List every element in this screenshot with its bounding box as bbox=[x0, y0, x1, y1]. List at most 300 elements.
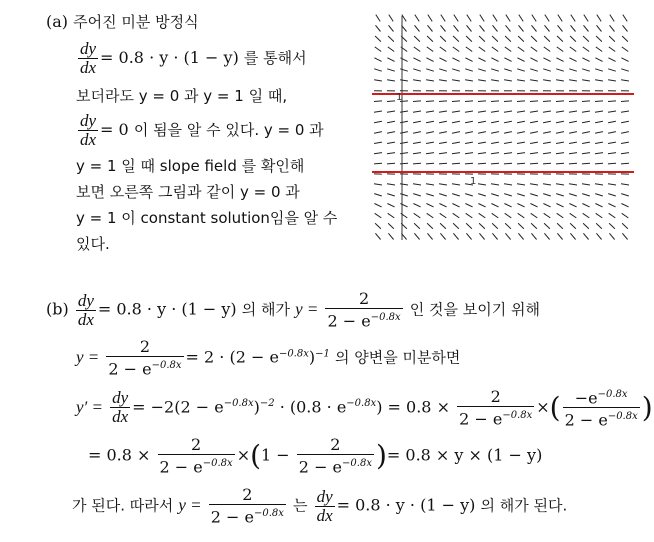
slope-segment bbox=[374, 163, 382, 164]
slope-segment bbox=[452, 111, 460, 112]
slope-segment bbox=[400, 153, 408, 154]
slope-segment bbox=[388, 36, 394, 42]
slope-segment bbox=[543, 121, 551, 122]
slope-segment bbox=[570, 213, 577, 218]
part-a-line5: y = 1 일 때 slope field 를 확인해 bbox=[76, 157, 305, 175]
slope-segment bbox=[440, 36, 446, 42]
slope-segment bbox=[621, 58, 628, 62]
slope-segment bbox=[426, 142, 434, 143]
slope-segment bbox=[414, 36, 420, 42]
slope-segment bbox=[608, 184, 616, 185]
part-a-line4: $\frac{dy}{dx}$ = 0 이 됨을 알 수 있다. y = 0 과 bbox=[80, 111, 324, 149]
slope-segment bbox=[543, 153, 551, 154]
slope-segment bbox=[543, 194, 551, 196]
slope-segment bbox=[439, 194, 447, 196]
slope-segment bbox=[374, 204, 381, 207]
slope-segment bbox=[453, 223, 459, 228]
slope-segment bbox=[492, 223, 498, 228]
slope-segment bbox=[557, 233, 562, 239]
slope-segment bbox=[452, 58, 459, 62]
slope-segment bbox=[543, 163, 551, 164]
slope-segment bbox=[492, 36, 498, 42]
slope-segment bbox=[582, 69, 590, 71]
slope-segment bbox=[400, 204, 407, 207]
slope-segment bbox=[467, 15, 471, 22]
slope-segment bbox=[530, 204, 537, 207]
slope-segment bbox=[556, 194, 564, 196]
slope-segment bbox=[414, 233, 419, 239]
slope-segment bbox=[427, 47, 433, 52]
slope-segment bbox=[439, 111, 447, 112]
slope-segment bbox=[504, 58, 511, 62]
slope-segment bbox=[609, 36, 615, 42]
slope-segment bbox=[545, 25, 550, 31]
slope-segment bbox=[439, 204, 446, 207]
slope-segment bbox=[517, 69, 525, 71]
slope-segment bbox=[439, 153, 447, 154]
slope-segment bbox=[374, 153, 382, 154]
slope-segment bbox=[621, 142, 629, 143]
slope-segment bbox=[621, 111, 629, 112]
slope-segment bbox=[517, 153, 525, 154]
slope-segment bbox=[479, 213, 486, 218]
slope-segment bbox=[452, 153, 460, 154]
slope-segment bbox=[400, 184, 408, 185]
slope-segment bbox=[582, 101, 590, 102]
slope-segment bbox=[556, 111, 564, 112]
slope-segment bbox=[543, 142, 551, 143]
slope-segment bbox=[452, 142, 460, 143]
slope-segment bbox=[569, 111, 577, 112]
slope-segment bbox=[506, 15, 510, 22]
slope-segment bbox=[478, 184, 486, 185]
slope-segment bbox=[491, 184, 499, 185]
slope-segment bbox=[480, 15, 484, 22]
slope-segment bbox=[427, 213, 434, 218]
slope-segment bbox=[504, 153, 512, 154]
slope-segment bbox=[582, 153, 590, 154]
slope-segment bbox=[569, 204, 576, 207]
slope-segment bbox=[543, 204, 550, 207]
dy-dx-fraction-2: $\frac{dy}{dx}$ bbox=[80, 111, 97, 149]
slope-segment bbox=[374, 194, 382, 196]
slope-segment bbox=[517, 194, 525, 196]
slope-segment bbox=[465, 101, 473, 102]
slope-segment bbox=[569, 194, 577, 196]
slope-segment bbox=[583, 47, 589, 52]
slope-segment bbox=[387, 58, 394, 62]
slope-segment bbox=[375, 213, 382, 218]
slope-segment bbox=[531, 213, 538, 218]
slope-segment bbox=[428, 25, 433, 31]
slope-segment bbox=[491, 80, 499, 81]
slope-segment bbox=[389, 25, 394, 31]
slope-segment bbox=[530, 194, 538, 196]
slope-segment bbox=[517, 80, 525, 81]
slope-segment bbox=[388, 213, 395, 218]
slope-segment bbox=[387, 142, 395, 143]
slope-segment bbox=[413, 111, 421, 112]
slope-segment bbox=[609, 223, 615, 228]
slope-segment bbox=[504, 194, 512, 196]
slope-segment bbox=[414, 223, 420, 228]
slope-segment bbox=[610, 25, 615, 31]
slope-segment bbox=[596, 233, 601, 239]
slope-segment bbox=[608, 121, 616, 122]
slope-segment bbox=[556, 204, 563, 207]
slope-segment bbox=[621, 80, 629, 81]
slope-segment bbox=[478, 58, 485, 62]
slope-segment bbox=[478, 121, 486, 122]
slope-segment bbox=[556, 121, 564, 122]
slope-segment bbox=[544, 233, 549, 239]
slope-segment bbox=[413, 58, 420, 62]
slope-segment bbox=[467, 25, 472, 31]
slope-segment bbox=[465, 142, 473, 143]
slope-segment bbox=[608, 101, 616, 102]
slope-segment bbox=[426, 69, 434, 71]
slope-segment bbox=[504, 69, 512, 71]
slope-segment bbox=[478, 194, 486, 196]
equation-tail: 를 통해서 bbox=[243, 49, 307, 67]
slope-segment bbox=[597, 25, 602, 31]
slope-segment bbox=[493, 25, 498, 31]
slope-segment bbox=[491, 163, 499, 164]
slope-segment bbox=[413, 69, 421, 71]
slope-segment bbox=[426, 194, 434, 196]
slope-segment bbox=[426, 111, 434, 112]
slope-segment bbox=[387, 80, 395, 81]
slope-segment bbox=[428, 15, 432, 22]
slope-segment bbox=[544, 223, 550, 228]
slope-field-segments bbox=[374, 15, 629, 240]
slope-segment bbox=[413, 80, 421, 81]
slope-segment bbox=[570, 223, 576, 228]
slope-segment bbox=[491, 132, 499, 134]
slope-segment bbox=[453, 47, 459, 52]
slope-segment bbox=[439, 142, 447, 143]
slope-segment bbox=[595, 132, 603, 134]
slope-segment bbox=[427, 36, 433, 42]
slope-segment bbox=[530, 111, 538, 112]
slope-segment bbox=[519, 15, 523, 22]
slope-segment bbox=[400, 194, 408, 196]
slope-segment bbox=[584, 25, 589, 31]
slope-segment bbox=[413, 142, 421, 143]
slope-segment bbox=[427, 233, 432, 239]
slope-segment bbox=[413, 121, 421, 122]
slope-segment bbox=[517, 184, 525, 185]
slope-segment bbox=[569, 142, 577, 143]
slope-segment bbox=[543, 80, 551, 81]
part-a-line3: 보더라도 y = 0 과 y = 1 일 때, bbox=[76, 87, 288, 105]
slope-segment bbox=[387, 184, 395, 185]
part-a-line6: 보면 오른쪽 그림과 같이 y = 0 과 bbox=[76, 183, 300, 201]
slope-segment bbox=[387, 194, 395, 196]
slope-segment bbox=[387, 163, 395, 164]
slope-segment bbox=[609, 233, 614, 239]
slope-segment bbox=[608, 194, 616, 196]
slope-segment bbox=[376, 15, 380, 22]
slope-segment bbox=[452, 163, 460, 164]
slope-segment bbox=[491, 69, 499, 71]
slope-segment bbox=[465, 80, 473, 81]
dy-dx-fraction: $\frac{dy}{dx}$ bbox=[80, 39, 97, 77]
slope-segment bbox=[387, 101, 395, 102]
slope-segment bbox=[504, 163, 512, 164]
slope-segment bbox=[530, 80, 538, 81]
slope-segment bbox=[582, 132, 590, 134]
slope-segment bbox=[504, 111, 512, 112]
slope-segment bbox=[505, 36, 511, 42]
slope-segment bbox=[387, 69, 395, 71]
slope-field-plot bbox=[372, 12, 634, 242]
slope-segment bbox=[491, 153, 499, 154]
slope-segment bbox=[491, 101, 499, 102]
slope-segment bbox=[583, 223, 589, 228]
slope-segment bbox=[375, 223, 381, 228]
slope-segment bbox=[582, 204, 589, 207]
slope-segment bbox=[465, 163, 473, 164]
slope-segment bbox=[569, 101, 577, 102]
slope-segment bbox=[556, 163, 564, 164]
slope-segment bbox=[452, 101, 460, 102]
slope-segment bbox=[504, 142, 512, 143]
slope-segment bbox=[595, 80, 603, 81]
slope-segment bbox=[595, 153, 603, 154]
slope-segment bbox=[544, 47, 550, 52]
slope-segment bbox=[388, 47, 394, 52]
slope-segment bbox=[517, 121, 525, 122]
slope-segment bbox=[504, 184, 512, 185]
slope-segment bbox=[465, 132, 473, 134]
slope-segment bbox=[556, 101, 564, 102]
slope-segment bbox=[582, 111, 590, 112]
slope-segment bbox=[441, 15, 445, 22]
slope-segment bbox=[439, 184, 447, 185]
slope-segment bbox=[543, 101, 551, 102]
slope-segment bbox=[621, 204, 628, 207]
axis-label-y: 1 bbox=[396, 92, 403, 103]
slope-segment bbox=[375, 47, 381, 52]
slope-segment bbox=[556, 142, 564, 143]
slope-segment bbox=[610, 15, 614, 22]
slope-segment bbox=[595, 194, 603, 196]
slope-segment bbox=[389, 15, 393, 22]
slope-segment bbox=[478, 69, 486, 71]
slope-segment bbox=[427, 223, 433, 228]
slope-segment bbox=[478, 142, 486, 143]
slope-segment bbox=[452, 204, 459, 207]
part-b-line4: = 0.8 × $\frac{2}{2 - e^{-0.8x}}$ ×(1 − $\frac{2}{2 - e^{-0.8x}}$ )= 0.8 × y × (1 − y) bbox=[88, 435, 543, 477]
slope-segment bbox=[375, 233, 380, 239]
slope-segment bbox=[426, 163, 434, 164]
slope-segment bbox=[413, 204, 420, 207]
slope-segment bbox=[388, 223, 394, 228]
slope-segment bbox=[479, 233, 484, 239]
slope-segment bbox=[465, 111, 473, 112]
slope-segment bbox=[595, 142, 603, 143]
slope-segment bbox=[621, 194, 629, 196]
slope-segment bbox=[452, 194, 460, 196]
slope-segment bbox=[621, 132, 629, 134]
slope-segment bbox=[557, 223, 563, 228]
slope-segment bbox=[440, 233, 445, 239]
slope-segment bbox=[622, 47, 628, 52]
slope-segment bbox=[400, 69, 408, 71]
slope-segment bbox=[439, 121, 447, 122]
slope-segment bbox=[570, 233, 575, 239]
slope-segment bbox=[621, 101, 629, 102]
part-b-line1: (b) $\frac{dy}{dx}$ = 0.8 · y · (1 − y) 의 해가 y = $\frac{2}{2 - e^{-0.8x}}$ 인 것을 보이기 위해 bbox=[46, 289, 540, 331]
slope-segment bbox=[582, 80, 590, 81]
slope-segment bbox=[374, 69, 382, 71]
slope-segment bbox=[608, 163, 616, 164]
slope-segment bbox=[530, 101, 538, 102]
slope-segment bbox=[621, 69, 629, 71]
slope-segment bbox=[596, 47, 602, 52]
slope-segment bbox=[387, 204, 394, 207]
slope-segment bbox=[597, 15, 601, 22]
slope-segment bbox=[479, 223, 485, 228]
slope-segment bbox=[387, 121, 395, 122]
slope-segment bbox=[583, 213, 590, 218]
slope-segment bbox=[530, 163, 538, 164]
slope-segment bbox=[595, 163, 603, 164]
slope-segment bbox=[530, 142, 538, 143]
slope-segment bbox=[582, 163, 590, 164]
slope-segment bbox=[545, 15, 549, 22]
slope-segment bbox=[415, 25, 420, 31]
part-a-line7: y = 1 이 constant solution임을 알 수 bbox=[76, 209, 338, 227]
equation-rhs: = 0.8 · y · (1 − y) bbox=[100, 48, 239, 67]
slope-segment bbox=[556, 132, 564, 134]
slope-segment bbox=[621, 121, 629, 122]
slope-segment bbox=[478, 204, 485, 207]
slope-segment bbox=[439, 80, 447, 81]
slope-segment bbox=[569, 69, 577, 71]
slope-segment bbox=[584, 15, 588, 22]
slope-segment bbox=[621, 184, 629, 185]
slope-segment bbox=[543, 69, 551, 71]
slope-segment bbox=[466, 213, 473, 218]
part-b-label: (b) bbox=[46, 299, 69, 319]
slope-segment bbox=[595, 101, 603, 102]
slope-segment bbox=[569, 132, 577, 134]
slope-segment bbox=[439, 163, 447, 164]
slope-segment bbox=[504, 121, 512, 122]
slope-segment bbox=[388, 233, 393, 239]
slope-segment bbox=[413, 132, 421, 134]
slope-segment bbox=[480, 25, 485, 31]
slope-segment bbox=[465, 194, 473, 196]
slope-segment bbox=[518, 47, 524, 52]
slope-segment bbox=[426, 58, 433, 62]
slope-segment bbox=[569, 58, 576, 62]
slope-segment bbox=[569, 80, 577, 81]
slope-segment bbox=[413, 101, 421, 102]
slope-segment bbox=[570, 47, 576, 52]
slope-segment bbox=[623, 15, 627, 22]
slope-segment bbox=[387, 153, 395, 154]
slope-segment bbox=[413, 153, 421, 154]
slope-segment bbox=[532, 15, 536, 22]
slope-segment bbox=[505, 47, 511, 52]
part-a-label: (a) bbox=[46, 12, 69, 31]
slope-segment bbox=[543, 132, 551, 134]
slope-segment bbox=[608, 153, 616, 154]
slope-segment bbox=[426, 101, 434, 102]
slope-segment bbox=[478, 101, 486, 102]
slope-segment bbox=[439, 132, 447, 134]
slope-segment bbox=[582, 184, 590, 185]
slope-segment bbox=[596, 36, 602, 42]
slope-segment bbox=[400, 132, 408, 134]
slope-segment bbox=[544, 36, 550, 42]
slope-segment bbox=[440, 223, 446, 228]
slope-segment bbox=[492, 47, 498, 52]
slope-segment bbox=[374, 101, 382, 102]
slope-segment bbox=[375, 36, 381, 42]
slope-segment bbox=[400, 58, 407, 62]
axis-label-x: 1 bbox=[470, 176, 477, 187]
slope-segment bbox=[621, 153, 629, 154]
slope-segment bbox=[571, 15, 575, 22]
slope-segment bbox=[441, 25, 446, 31]
slope-segment bbox=[478, 132, 486, 134]
slope-segment bbox=[415, 15, 419, 22]
slope-segment bbox=[453, 36, 459, 42]
slope-segment bbox=[440, 213, 447, 218]
part-a-equation bbox=[76, 40, 307, 77]
slope-segment bbox=[426, 153, 434, 154]
slope-segment bbox=[608, 142, 616, 143]
slope-segment bbox=[569, 121, 577, 122]
slope-segment bbox=[400, 121, 408, 122]
slope-segment bbox=[439, 58, 446, 62]
slope-segment bbox=[400, 80, 408, 81]
part-a-line1 bbox=[46, 12, 199, 32]
slope-segment bbox=[557, 47, 563, 52]
slope-segment bbox=[623, 25, 628, 31]
slope-segment bbox=[570, 36, 576, 42]
slope-segment bbox=[622, 233, 627, 239]
slope-segment bbox=[465, 153, 473, 154]
part-a-intro: 주어진 미분 방정식 bbox=[73, 13, 199, 31]
slope-segment bbox=[504, 101, 512, 102]
slope-segment bbox=[582, 142, 590, 143]
slope-segment bbox=[426, 132, 434, 134]
slope-segment bbox=[595, 204, 602, 207]
slope-segment bbox=[517, 111, 525, 112]
slope-segment bbox=[556, 58, 563, 62]
slope-segment bbox=[531, 47, 537, 52]
slope-segment bbox=[479, 47, 485, 52]
slope-segment bbox=[465, 69, 473, 71]
slope-segment bbox=[569, 153, 577, 154]
slope-segment bbox=[465, 204, 472, 207]
slope-segment bbox=[609, 213, 616, 218]
slope-segment bbox=[374, 184, 382, 185]
slope-segment bbox=[582, 194, 590, 196]
slope-segment bbox=[466, 223, 472, 228]
slope-segment bbox=[454, 15, 458, 22]
slope-segment bbox=[557, 36, 563, 42]
slope-segment bbox=[517, 204, 524, 207]
slope-segment bbox=[374, 121, 382, 122]
slope-segment bbox=[452, 80, 460, 81]
slope-segment bbox=[518, 36, 524, 42]
